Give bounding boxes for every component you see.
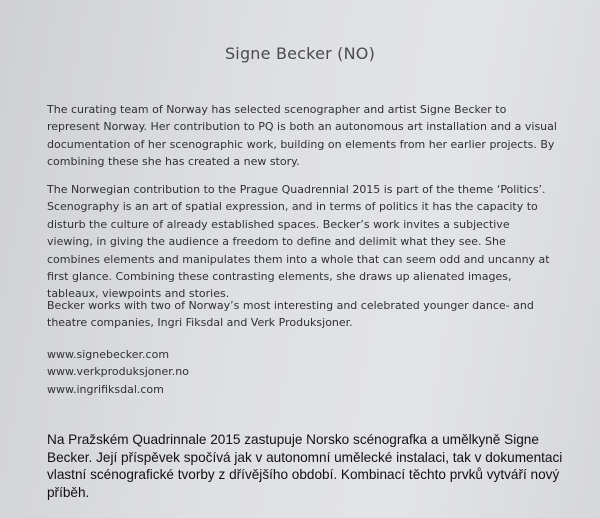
website-link-verkproduksjoner[interactable]: www.verkproduksjoner.no xyxy=(47,365,189,379)
website-list xyxy=(47,346,189,398)
collaborators-paragraph: Becker works with two of Norway’s most interesting and celebrated younger dance- and theatre companies, Ingri Fiksdal and Verk Produksjoner. xyxy=(47,299,534,330)
czech-paragraph: Na Pražském Quadrinnale 2015 zastupuje Norsko scénografka a umělkyně Signe Becker. Její příspěvek spočívá jak v autonomní umělecké instalaci, tak v dokumentaci vlastní scénografické tvorby z dřívějšího období. Kombinací těchto prvků vytváří nový příběh. xyxy=(47,432,563,500)
intro-paragraph: The curating team of Norway has selected scenographer and artist Signe Becker to represent Norway. Her contribution to PQ is both an autonomous art installation and a visual documentation of her scenographic work, building on elements from her earlier projects. By combining these she has created a new story. xyxy=(47,103,557,169)
theme-paragraph: The Norwegian contribution to the Prague Quadrennial 2015 is part of the theme ‘Politics’. Scenography is an art of spatial expression, and in terms of politics it has the capacity to disturb the culture of already established spaces. Becker’s work invites a subjective viewing, in giving the audience a freedom to define and delimit what they see. She combines elements and manipulates them into a whole that can seem odd and uncanny at first glance. Combining these contrasting elements, she draws up alienated images, tableaux, viewpoints and stories. xyxy=(47,183,550,301)
website-link-ingrifiksdal[interactable]: www.ingrifiksdal.com xyxy=(47,382,164,396)
website-link-signebecker[interactable]: www.signebecker.com xyxy=(47,348,170,361)
artist-title: Signe Becker (NO) xyxy=(224,44,376,63)
